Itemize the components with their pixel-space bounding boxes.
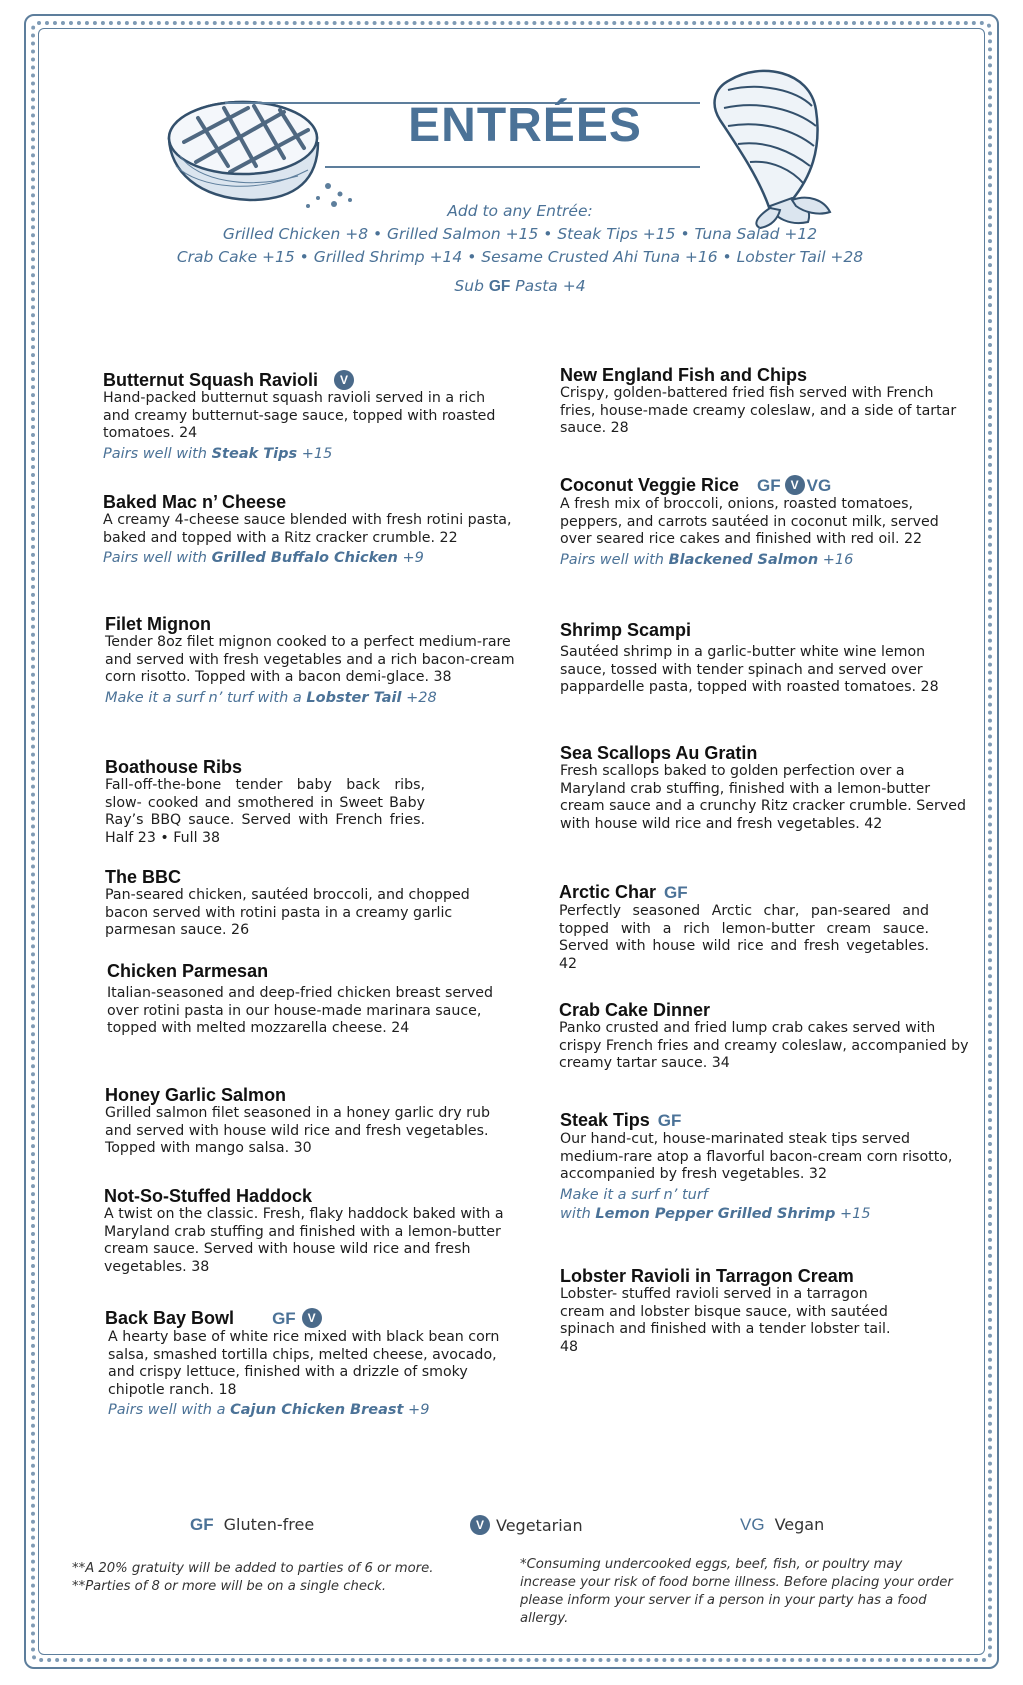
- gf-badge: GF: [488, 278, 511, 295]
- item-name: Shrimp Scampi: [560, 620, 692, 640]
- item-pairing: Pairs well with Blackened Salmon +16: [560, 551, 854, 568]
- menu-item-steak-tips: [560, 1110, 970, 1224]
- item-name: Filet Mignon: [105, 614, 211, 634]
- item-name: Crab Cake Dinner: [559, 1000, 711, 1020]
- addons-section: [120, 200, 920, 298]
- item-description: Sautéed shrimp in a garlic-butter white wine lemon sauce, tossed with tender spinach and served over pappardelle pasta, topped with roasted tomatoes. 28: [560, 644, 939, 696]
- gluten-free-badge: GF: [664, 883, 688, 902]
- gluten-free-badge: GF: [657, 1111, 682, 1130]
- vegetarian-badge: V: [785, 475, 805, 495]
- steak-illustration: [158, 86, 373, 216]
- item-description: Lobster- stuffed ravioli served in a tarragon cream and lobster bisque sauce, with sautéed spinach and finished with a tender lobster tail. 48: [560, 1286, 891, 1355]
- item-description: Fall-off-the-bone tender baby back ribs, slow- cooked and smothered in Sweet Baby Ray’s BBQ sauce. Served with French fries. Half 23 • Full 38: [105, 777, 425, 846]
- vegetarian-badge: V: [470, 1515, 490, 1535]
- food-safety-warning: *Consuming undercooked eggs, beef, fish, or poultry may increase your risk of food borne illness. Before placing your order please inform your server if a person in your party has a food allergy.: [520, 1557, 953, 1626]
- item-description: Panko crusted and fried lump crab cakes served with crispy French fries and creamy coleslaw, accompanied by creamy tartar sauce. 34: [559, 1020, 969, 1072]
- menu-item-baked-mac-n-cheese: [103, 492, 513, 568]
- addons-line-1: Grilled Chicken +8 • Grilled Salmon +15 • Steak Tips +15 • Tuna Salad +12: [222, 225, 818, 243]
- menu-item-back-bay-bowl: [105, 1308, 515, 1420]
- addons-heading: Add to any Entrée:: [447, 202, 593, 220]
- gluten-free-badge: GF: [272, 1309, 296, 1328]
- item-name: Not-So-Stuffed Haddock: [104, 1186, 312, 1206]
- item-name: Honey Garlic Salmon: [105, 1085, 287, 1105]
- footer-gratuity-notes: [72, 1560, 492, 1596]
- single-check-note: **Parties of 8 or more will be on a single check.: [72, 1579, 387, 1594]
- gluten-free-badge: GF: [190, 1515, 214, 1534]
- item-description: Crispy, golden-battered fried fish served with French fries, house-made creamy coleslaw, and a side of tartar sauce. 28: [560, 385, 957, 437]
- item-description: Perfectly seasoned Arctic char, pan-seared and topped with a rich lemon-butter cream sauce. Served with house wild rice and fresh vegetables. 42: [559, 903, 929, 972]
- menu-item-sea-scallops-au-gratin: [560, 743, 970, 833]
- item-name: Coconut Veggie Rice GF V VG: [560, 475, 832, 495]
- item-pairing: Pairs well with Grilled Buffalo Chicken +9: [103, 550, 424, 567]
- sub-prefix: Sub: [454, 277, 489, 295]
- vegan-badge: VG: [740, 1515, 765, 1534]
- item-name: Butternut Squash Ravioli V: [103, 370, 513, 390]
- item-pairing: Make it a surf n’ turf with a Lobster Tail +28: [105, 689, 437, 706]
- legend-label: Gluten-free: [223, 1515, 315, 1534]
- item-pairing: Make it a surf n’ turf with Lemon Pepper Grilled Shrimp +15: [560, 1186, 871, 1222]
- menu-item-crab-cake-dinner: [559, 1000, 969, 1073]
- menu-item-arctic-char: [559, 882, 929, 973]
- menu-item-filet-mignon: [105, 614, 515, 708]
- item-description: Fresh scallops baked to golden perfection over a Maryland crab stuffing, finished with a lemon-butter cream sauce and a crunchy Ritz cracker crumble. Served with house wild rice and fresh vegetables. 42: [560, 763, 966, 832]
- item-name: Back Bay Bowl GF V: [105, 1308, 515, 1329]
- item-name: New England Fish and Chips: [560, 365, 808, 385]
- gratuity-note: **A 20% gratuity will be added to parties of 6 or more.: [72, 1561, 434, 1576]
- item-pairing: Pairs well with Steak Tips +15: [103, 445, 333, 462]
- legend-label: Vegan: [774, 1515, 825, 1534]
- item-name: Baked Mac n’ Cheese: [103, 492, 287, 512]
- item-description: A hearty base of white rice mixed with black bean corn salsa, smashed tortilla chips, melted cheese, avocado, and crispy lettuce, finished with a drizzle of smoky chipotle ranch. 18: [108, 1329, 500, 1398]
- vegetarian-badge: V: [302, 1308, 322, 1328]
- menu-item-coconut-veggie-rice: [560, 475, 970, 570]
- vegan-badge: VG: [806, 476, 832, 495]
- menu-item-chicken-parmesan: [107, 961, 517, 1038]
- item-description: Italian-seasoned and deep-fried chicken breast served over rotini pasta in our house-made marinara sauce, topped with melted mozzarella cheese. 24: [107, 985, 494, 1037]
- menu-item-honey-garlic-salmon: [105, 1085, 515, 1158]
- item-name: Lobster Ravioli in Tarragon Cream: [560, 1266, 854, 1286]
- item-description: A twist on the classic. Fresh, flaky haddock baked with a Maryland crab stuffing and finished with a lemon-butter cream sauce. Served with house wild rice and fresh vegetables. 38: [104, 1206, 504, 1275]
- item-description: A fresh mix of broccoli, onions, roasted tomatoes, peppers, and carrots sautéed in coconut milk, served over seared rice cakes and finished with red oil. 22: [560, 496, 939, 548]
- item-name: Steak Tips GF: [560, 1110, 682, 1130]
- item-description: Pan-seared chicken, sautéed broccoli, and chopped bacon served with rotini pasta in a creamy garlic parmesan sauce. 26: [105, 887, 470, 939]
- item-description: A creamy 4-cheese sauce blended with fresh rotini pasta, baked and topped with a Ritz cracker crumble. 22: [103, 512, 512, 546]
- item-description: Hand-packed butternut squash ravioli served in a rich and creamy butternut-sage sauce, topped with roasted tomatoes. 24: [103, 390, 496, 442]
- sub-gf-pasta: [120, 275, 920, 298]
- menu-item-lobster-ravioli: [560, 1266, 970, 1356]
- legend-vegan: [740, 1515, 824, 1535]
- menu-item-butternut-squash-ravioli: [103, 370, 513, 464]
- menu-item-boathouse-ribs: [105, 757, 425, 847]
- item-description: Our hand-cut, house-marinated steak tips served medium-rare atop a flavorful bacon-cream corn risotto, accompanied by fresh vegetables. 32: [560, 1131, 953, 1183]
- menu-item-shrimp-scampi: [560, 620, 970, 697]
- item-name: Boathouse Ribs: [105, 757, 243, 777]
- item-description: Tender 8oz filet mignon cooked to a perfect medium-rare and served with fresh vegetables and a rich bacon-cream corn risotto. Topped with a bacon demi-glace. 38: [105, 634, 515, 686]
- title-rule-bottom: [325, 166, 700, 168]
- addons-line-2: Crab Cake +15 • Grilled Shrimp +14 • Sesame Crusted Ahi Tuna +16 • Lobster Tail +28: [176, 248, 864, 266]
- item-description: Grilled salmon filet seasoned in a honey garlic dry rub and served with house wild rice and fresh vegetables. Topped with mango salsa. 30: [105, 1105, 490, 1157]
- item-name: Arctic Char GF: [559, 882, 688, 902]
- item-name: Sea Scallops Au Gratin: [560, 743, 758, 763]
- sub-suffix: Pasta +4: [510, 277, 586, 295]
- item-name: Chicken Parmesan: [107, 961, 269, 981]
- item-pairing: Pairs well with a Cajun Chicken Breast +9: [108, 1402, 430, 1419]
- item-name: The BBC: [105, 867, 181, 887]
- gluten-free-badge: GF: [757, 476, 781, 495]
- menu-item-the-bbc: [105, 867, 515, 940]
- legend-gluten-free: [190, 1515, 314, 1535]
- menu-item-not-so-stuffed-haddock: [104, 1186, 514, 1276]
- legend-label: Vegetarian: [496, 1516, 583, 1535]
- vegetarian-badge: V: [334, 370, 354, 390]
- legend-vegetarian: [470, 1515, 583, 1535]
- page-title: ENTRÉES: [408, 99, 642, 152]
- menu-item-new-england-fish-and-chips: [560, 365, 970, 438]
